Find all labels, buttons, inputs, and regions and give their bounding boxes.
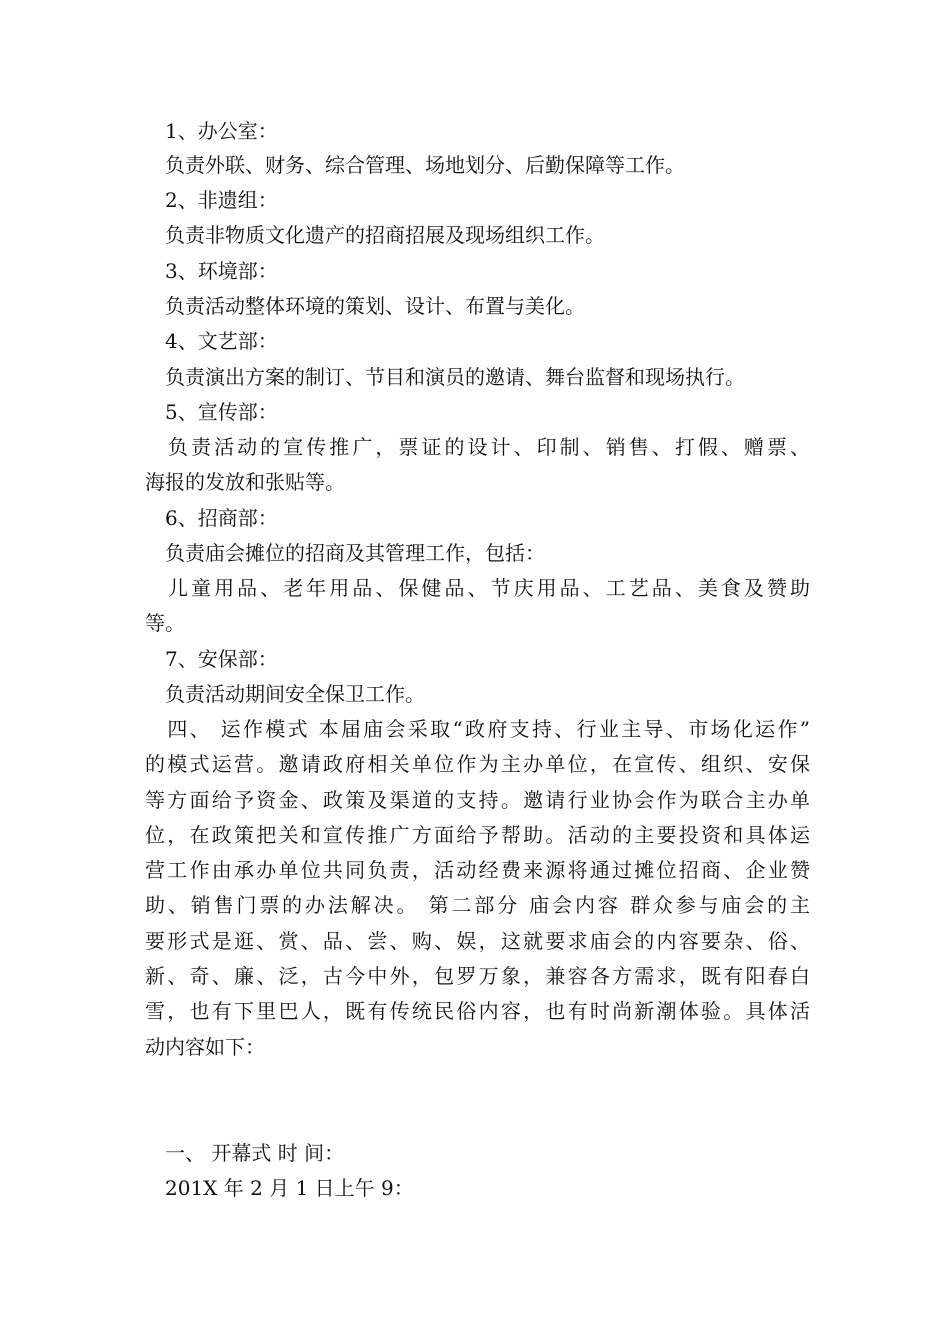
opening-ceremony-time: 201X 年 2 月 1 日上午 9： bbox=[145, 1176, 414, 1200]
office-duty: 负责外联、财务、综合管理、场地划分、后勤保障等工作。 bbox=[145, 153, 685, 177]
temple-fair-content-line-5: 动内容如下： bbox=[145, 1035, 265, 1059]
temple-fair-content-line-3: 新、奇、廉、泛，古今中外，包罗万象，兼容各方需求，既有阳春白 bbox=[145, 964, 810, 988]
heading-security-dept: 7、安保部： bbox=[145, 647, 278, 671]
environment-dept-duty: 负责活动整体环境的策划、设计、布置与美化。 bbox=[145, 294, 585, 318]
heading-investment-dept: 6、招商部： bbox=[145, 506, 278, 530]
operation-mode-line-3: 等方面给予资金、政策及渠道的支持。邀请行业协会作为联合主办单 bbox=[145, 788, 810, 812]
heading-heritage-group: 2、非遗组： bbox=[145, 188, 278, 212]
heading-environment-dept: 3、环境部： bbox=[145, 259, 278, 283]
operation-mode-paragraph: 四、 运作模式 本届庙会采取“政府支持、行业主导、市场化运作” bbox=[145, 717, 810, 741]
publicity-dept-duty: 负责活动的宣传推广，票证的设计、印制、销售、打假、赠票、 bbox=[145, 435, 810, 459]
investment-dept-items: 儿童用品、老年用品、保健品、节庆用品、工艺品、美食及赞助 bbox=[145, 576, 810, 600]
operation-mode-line-2: 的模式运营。邀请政府相关单位作为主办单位，在宣传、组织、安保 bbox=[145, 752, 810, 776]
temple-fair-content-line-1: 助、销售门票的办法解决。 第二部分 庙会内容 群众参与庙会的主 bbox=[145, 893, 810, 917]
operation-mode-line-5: 营工作由承办单位共同负责，活动经费来源将通过摊位招商、企业赞 bbox=[145, 858, 810, 882]
security-dept-duty: 负责活动期间安全保卫工作。 bbox=[145, 682, 425, 706]
heading-office: 1、办公室： bbox=[145, 119, 278, 143]
heading-opening-ceremony: 一、 开幕式 时 间： bbox=[145, 1141, 345, 1165]
temple-fair-content-line-4: 雪，也有下里巴人，既有传统民俗内容，也有时尚新潮体验。具体活 bbox=[145, 999, 810, 1023]
investment-dept-items-cont: 等。 bbox=[145, 611, 185, 635]
heading-arts-dept: 4、文艺部： bbox=[145, 329, 278, 353]
arts-dept-duty: 负责演出方案的制订、节目和演员的邀请、舞台监督和现场执行。 bbox=[145, 365, 745, 389]
heritage-group-duty: 负责非物质文化遗产的招商招展及现场组织工作。 bbox=[145, 223, 605, 247]
heading-publicity-dept: 5、宣传部： bbox=[145, 400, 278, 424]
temple-fair-content-line-2: 要形式是逛、赏、品、尝、购、娱，这就要求庙会的内容要杂、俗、 bbox=[145, 929, 810, 953]
publicity-dept-duty-cont: 海报的发放和张贴等。 bbox=[145, 470, 345, 494]
investment-dept-duty: 负责庙会摊位的招商及其管理工作，包括： bbox=[145, 541, 545, 565]
operation-mode-line-4: 位，在政策把关和宣传推广方面给予帮助。活动的主要投资和具体运 bbox=[145, 823, 810, 847]
